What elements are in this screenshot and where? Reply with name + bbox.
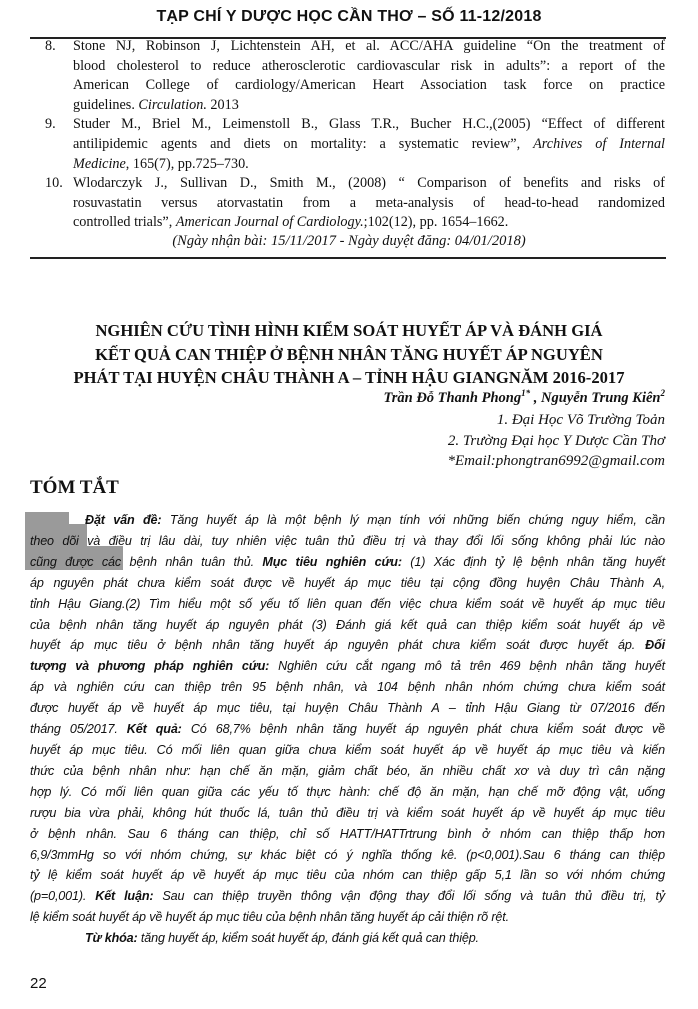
bold-label: Mục tiêu nghiên cứu: (262, 554, 402, 569)
text-segment: tỉnh Hậu Giang.(2) Tìm hiểu một số yếu tố liên quan đến việc chưa kiểm soát về huyết áp mục tiêu (30, 596, 665, 611)
text-segment: (1) Xác định tỷ lệ bệnh nhân tăng huyết (401, 554, 666, 569)
author-separator: , (530, 389, 541, 406)
reference-item (45, 115, 665, 174)
author-name: Trần Đỗ Thanh Phong (383, 389, 522, 406)
text-segment: Stone NJ, Robinson J, Lichtenstein AH, et al. ACC/AHA guideline “On the treatment of (73, 38, 665, 54)
text-segment: theo dõi và điều trị lâu dài, tuy nhiên việc tuân thủ điều trị và thay đổi lối sống không phải lúc nào (30, 533, 665, 548)
text-line (73, 155, 665, 175)
text-line (73, 115, 665, 135)
author-mark: 1* (521, 388, 531, 398)
received-accepted-dates: (Ngày nhận bài: 15/11/2017 - Ngày duyệt đăng: 04/01/2018) (172, 233, 526, 249)
text-line (30, 928, 665, 949)
text-segment: Có 68,7% bệnh nhân tăng huyết áp nguyên phát chưa kiểm soát được về (181, 722, 665, 737)
text-segment: 6,9/3mmHg so với nhóm chứng, sự khác biệt có ý nghĩa thống kê. (p<0,001).Sau 6 tháng can thiệp (30, 847, 665, 862)
text-segment: rosuvastatin versus atorvastatin from a meta-analysis of head-to-head randomized (73, 194, 665, 211)
abstract-body (30, 510, 665, 949)
text-line (73, 213, 665, 233)
text-line (30, 573, 665, 594)
italic-text: Archives of Internal (533, 135, 665, 152)
reference-number: 10. (45, 175, 63, 192)
text-segment: Tăng huyết áp là một bệnh lý mạn tính với những biến chứng nguy hiểm, cần (161, 513, 665, 527)
text-line (30, 782, 665, 803)
text-segment: ;102(12), pp. 1654–1662. (363, 214, 509, 231)
reference-list (45, 37, 665, 233)
text-line (73, 37, 665, 57)
bold-label: Kết luận: (95, 889, 154, 904)
title-line: PHÁT TẠI HUYỆN CHÂU THÀNH A – TỈNH HẬU GIANGNĂM 2016-2017 (73, 368, 625, 387)
text-line (30, 761, 665, 782)
text-segment: Nghiên cứu cắt ngang mô tả trên 469 bệnh nhân tăng huyết (269, 659, 665, 674)
reference-item (45, 174, 665, 233)
text-line (30, 656, 665, 677)
text-line (73, 57, 665, 77)
title-line: NGHIÊN CỨU TÌNH HÌNH KIỂM SOÁT HUYẾT ÁP VÀ ĐÁNH GIÁ (95, 321, 603, 340)
text-segment: huyết áp mục tiêu ở bệnh nhân tăng huyết áp nguyên phát chưa kiểm soát được huyết áp. (30, 638, 646, 653)
text-segment: Studer M., Briel M., Leimenstoll B., Glass T.R., Bucher H.C.,(2005) “Effect of different (73, 116, 665, 133)
text-segment: lệ kiểm soát huyết áp về huyết áp mục tiêu của bệnh nhân tăng huyết áp cải thiện rõ rệt. (30, 910, 509, 925)
text-line (30, 531, 665, 552)
affiliation: 2. Trường Đại học Y Dược Cần Thơ (447, 432, 665, 449)
bold-label: tượng và phương pháp nghiên cứu: (30, 659, 270, 674)
text-line (73, 174, 665, 194)
text-segment: (p=0,001). (30, 889, 96, 904)
text-line (30, 865, 665, 886)
text-segment: tháng 05/2017. (30, 722, 127, 737)
text-line (30, 698, 665, 719)
text-line (30, 594, 665, 615)
text-segment: blood cholesterol to reduce atherosclerotic cardiovascular risk in adults”: a report of the (73, 57, 665, 74)
text-line (73, 135, 665, 155)
bold-label: Đối (645, 638, 665, 653)
bold-label: Kết quả: (126, 722, 182, 737)
page-number: 22 (30, 975, 47, 992)
reference-item (45, 37, 665, 115)
author-name: Nguyễn Trung Kiên (540, 389, 661, 406)
title-line: KẾT QUẢ CAN THIỆP Ở BỆNH NHÂN TĂNG HUYẾT ÁP NGUYÊN (95, 344, 603, 364)
text-segment: ở bệnh nhân. Sau 6 tháng can thiệp, chỉ số HATT/HATTrtrung bình ở nhóm can thiệp thấp hơn (30, 826, 665, 841)
bold-label: Đặt vấn đề: (85, 513, 162, 527)
text-segment: áp và nghiên cứu can thiệp trên 95 bệnh nhân, và 104 bệnh nhân nhóm chứng chưa kiểm soát (30, 680, 665, 695)
text-segment: 2013 (206, 96, 239, 113)
text-line (30, 803, 665, 824)
italic-text: Medicine (73, 155, 126, 172)
text-line (30, 886, 665, 907)
text-segment: American College of cardiology/American Heart Association task force on practice (73, 77, 665, 94)
article-title (0, 319, 698, 390)
text-line (30, 510, 665, 531)
text-segment: áp nguyên phát chưa kiểm soát được về huyết áp mục tiêu tại cộng đồng huyện Châu Thành A, (30, 575, 665, 590)
text-segment: thức của bệnh nhân như: hạn chế ăn mặn, giảm chất béo, ăn nhiều chất xơ và duy trì cân nặng (30, 763, 665, 778)
text-segment: cũng được các bệnh nhân tuân thủ. (30, 554, 263, 569)
text-line (30, 740, 665, 761)
text-line (73, 76, 665, 96)
text-line (30, 615, 665, 636)
text-line (73, 96, 665, 116)
text-segment: huyết áp mục tiêu. Có mối liên quan giữa chưa kiểm soát huyết áp về huyết áp mục tiêu và kiến (30, 742, 665, 757)
text-segment: Wlodarczyk J., Sullivan D., Smith M., (2008) “ Comparison of benefits and risks of (73, 175, 665, 192)
text-segment: của bệnh nhân tăng huyết áp nguyên phát (3) Đánh giá kết quả can thiệp kiểm soát huyết áp về (30, 617, 665, 632)
text-line (30, 824, 665, 845)
text-segment: antilipidemic agents and diets on mortality: a systematic review”, (73, 135, 534, 152)
italic-text: American Journal of Cardiology. (175, 214, 364, 231)
text-segment: , 165(7), pp.725–730. (125, 155, 249, 172)
affiliation: 1. Đại Học Võ Trường Toản (496, 412, 665, 428)
italic-text: Circulation. (138, 96, 207, 113)
text-line (30, 907, 665, 928)
text-line (30, 677, 665, 698)
text-line (30, 845, 665, 866)
contact-email: *Email:phongtran6992@gmail.com (447, 453, 665, 469)
text-segment: Sau can thiệp truyền thông vận động thay đổi lối sống và tuân thủ điều trị, tỷ (153, 889, 665, 904)
text-segment: được huyết áp về huyết áp mục tiêu, tại huyện Châu Thành A – tỉnh Hậu Giang từ 07/2016 đến (30, 701, 665, 716)
bold-label: Từ khóa: (85, 931, 138, 946)
text-segment: controlled trials”, (73, 214, 176, 231)
text-segment: rượu bia vừa phải, không hút thuốc lá, tuân thủ điều trị và kiểm soát huyết áp về huyết áp mục tiêu (30, 805, 665, 820)
abstract-heading: TÓM TẮT (30, 477, 119, 498)
reference-number: 9. (45, 116, 56, 133)
text-line (73, 194, 665, 214)
authors (383, 388, 665, 407)
text-line (30, 719, 665, 740)
text-segment: tỷ lệ kiểm soát huyết áp về huyết áp mục tiêu của nhóm can thiệp gấp 5,1 lần so với nhóm chứng (30, 868, 665, 883)
journal-header: TẠP CHÍ Y DƯỢC HỌC CẦN THƠ – SỐ 11-12/2018 (156, 8, 542, 25)
affiliations (447, 410, 665, 472)
text-segment: tăng huyết áp, kiểm soát huyết áp, đánh giá kết quả can thiệp. (137, 931, 479, 946)
text-line (30, 552, 665, 573)
text-line (30, 635, 665, 656)
reference-number: 8. (45, 38, 56, 54)
text-segment: hợp lý. Có mối liên quan giữa các yếu tố thực hành: chế độ ăn mặn, hạn chế mỡ động vật, uống (30, 784, 665, 799)
text-segment: guidelines. (73, 96, 139, 113)
section-rule (30, 257, 666, 259)
author-mark: 2 (660, 388, 665, 398)
